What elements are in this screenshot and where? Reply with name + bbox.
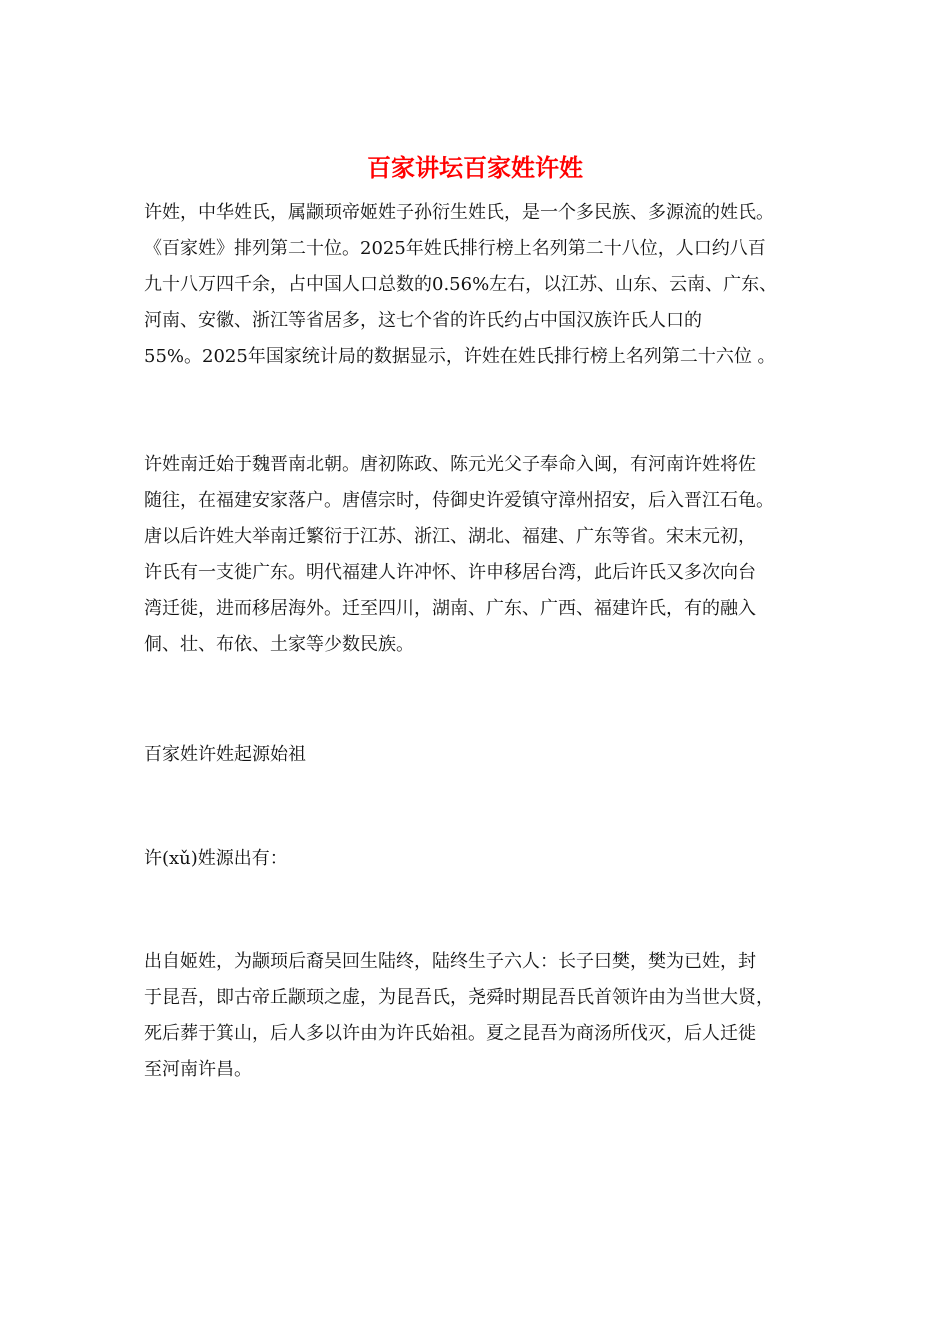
section-heading: 百家姓许姓起源始祖 xyxy=(144,744,306,765)
section-heading-origin xyxy=(144,737,814,773)
paragraph-intro xyxy=(144,195,814,375)
paragraph-line: 55%。2025年国家统计局的数据显示，许姓在姓氏排行榜上名列第二十六位 。 xyxy=(144,346,776,367)
paragraph-line: 于昆吾，即古帝丘颛顼之虚，为昆吾氏，尧舜时期昆吾氏首领许由为当世大贤， xyxy=(144,987,774,1008)
paragraph-line: 许姓，中华姓氏，属颛顼帝姬姓子孙衍生姓氏，是一个多民族、多源流的姓氏。 xyxy=(144,202,774,223)
paragraph-line: 许姓南迁始于魏晋南北朝。唐初陈政、陈元光父子奉命入闽，有河南许姓将佐 xyxy=(144,454,756,475)
paragraph-migration xyxy=(144,447,814,663)
paragraph-line: 河南、安徽、浙江等省居多，这七个省的许氏约占中国汉族许氏人口的 xyxy=(144,310,702,331)
paragraph-line: 湾迁徙，进而移居海外。迁至四川，湖南、广东、广西、福建许氏，有的融入 xyxy=(144,598,756,619)
paragraph-line: 侗、壮、布依、土家等少数民族。 xyxy=(144,634,414,655)
paragraph-line: 许氏有一支徙广东。明代福建人许冲怀、许申移居台湾，此后许氏又多次向台 xyxy=(144,562,756,583)
paragraph-origin-ji xyxy=(144,944,814,1088)
document-title: 百家讲坛百家姓许姓 xyxy=(367,153,583,182)
paragraph-line: 出自姬姓，为颛顼后裔吴回生陆终，陆终生子六人：长子曰樊，樊为已姓，封 xyxy=(144,951,756,972)
paragraph-line: 唐以后许姓大举南迁繁衍于江苏、浙江、湖北、福建、广东等省。宋末元初， xyxy=(144,526,756,547)
paragraph-line: 至河南许昌。 xyxy=(144,1059,252,1080)
paragraph-line: 许(xǔ)姓源出有： xyxy=(144,848,288,869)
paragraph-line: 九十八万四千余，占中国人口总数的0.56%左右，以江苏、山东、云南、广东、 xyxy=(144,274,778,295)
paragraph-line: 死后葬于箕山，后人多以许由为许氏始祖。夏之昆吾为商汤所伐灭，后人迁徙 xyxy=(144,1023,756,1044)
paragraph-origin-intro xyxy=(144,841,814,877)
paragraph-line: 《百家姓》排列第二十位。2025年姓氏排行榜上名列第二十八位，人口约八百 xyxy=(144,238,766,259)
paragraph-line: 随往，在福建安家落户。唐僖宗时，侍御史许爱镇守漳州招安，后入晋江石龟。 xyxy=(144,490,774,511)
